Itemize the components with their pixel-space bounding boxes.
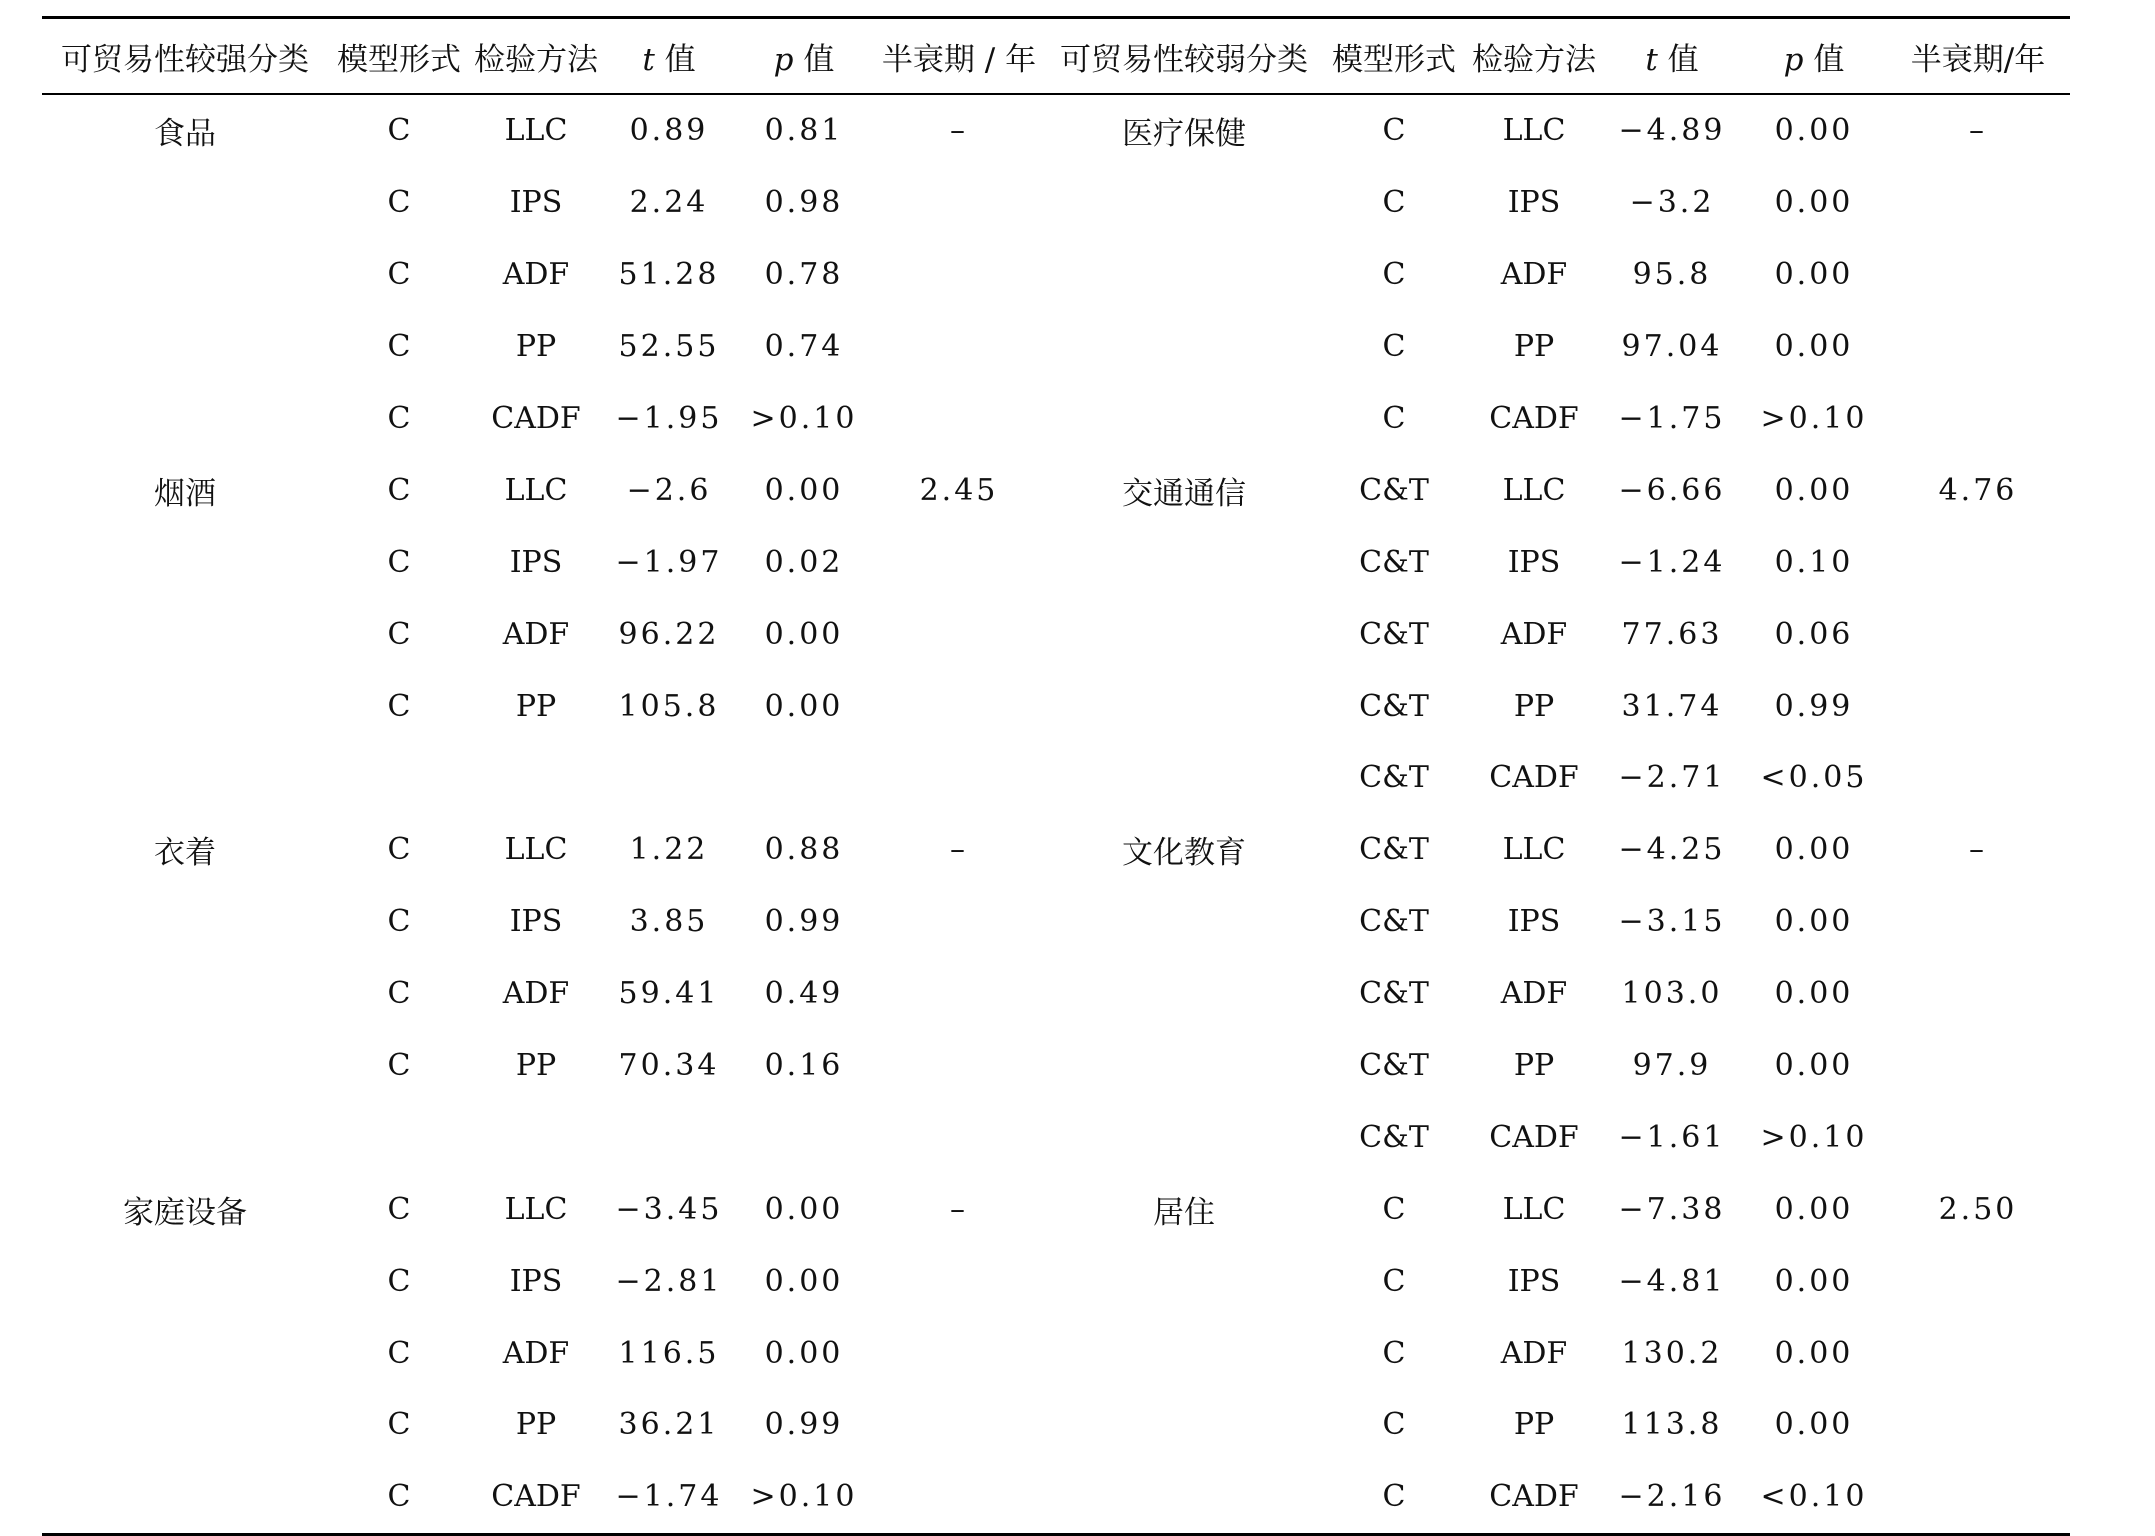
header-t-suffix: 值: [654, 41, 696, 78]
table-row: [42, 1461, 2070, 1534]
test-method-cell-2: CADF: [1489, 760, 1579, 796]
p-value-cell-2: <0.10: [1760, 1479, 1868, 1515]
model-form-cell: C: [387, 832, 411, 868]
t-value-cell-2: −3.2: [1629, 185, 1715, 221]
p-value-cell: 0.00: [764, 1191, 844, 1227]
weak-category-cell: [1046, 1389, 1322, 1461]
p-value-cell: [736, 742, 872, 814]
table-row: [42, 1389, 2070, 1461]
weak-category-cell: [1046, 1101, 1322, 1173]
test-method-cell-2: CADF: [1489, 1119, 1579, 1155]
strong-category-cell: [42, 383, 328, 455]
t-value-cell-2: 77.63: [1621, 616, 1723, 652]
test-method-cell-2: IPS: [1507, 1263, 1561, 1299]
weak-category-cell: [1046, 311, 1322, 383]
strong-category-cell: [42, 1030, 328, 1102]
t-value-cell-2: −4.81: [1618, 1263, 1726, 1299]
half-life-cell: [872, 239, 1046, 311]
model-form-cell-2: C&T: [1359, 904, 1429, 940]
header-test-method: 检验方法: [474, 41, 598, 78]
p-value-cell: 0.16: [764, 1048, 844, 1084]
table-row: [42, 1030, 2070, 1102]
strong-category-cell: [42, 1101, 328, 1173]
header-t-symbol: t: [642, 41, 655, 78]
test-method-cell-2: IPS: [1507, 904, 1561, 940]
table-row: [42, 1317, 2070, 1389]
t-value-cell: [602, 742, 736, 814]
half-life-cell-2: [1886, 1245, 2070, 1317]
test-method-cell-2: IPS: [1507, 185, 1561, 221]
t-value-cell: 96.22: [618, 616, 720, 652]
model-form-cell-2: C: [1382, 329, 1406, 365]
header-weak-category: 可贸易性较弱分类: [1060, 41, 1308, 78]
t-value-cell: 105.8: [618, 688, 720, 724]
strong-category-cell: [42, 1245, 328, 1317]
model-form-cell: C: [387, 472, 411, 508]
t-value-cell-2: −7.38: [1618, 1191, 1726, 1227]
weak-category-cell: 交通通信: [1122, 475, 1246, 512]
header-p-suffix-2: 值: [1803, 41, 1845, 78]
test-method-cell: PP: [515, 1407, 557, 1443]
p-value-cell: 0.00: [764, 472, 844, 508]
test-method-cell-2: ADF: [1500, 1335, 1568, 1371]
weak-category-cell: [1046, 1317, 1322, 1389]
table-row: [42, 526, 2070, 598]
results-table: [42, 16, 2070, 1536]
t-value-cell-2: 31.74: [1621, 688, 1723, 724]
half-life-cell: [872, 742, 1046, 814]
half-life-cell: [872, 1461, 1046, 1534]
weak-category-cell: 医疗保健: [1122, 116, 1246, 153]
model-form-cell: [328, 1101, 470, 1173]
t-value-cell-2: 113.8: [1621, 1407, 1723, 1443]
half-life-cell-2: [1886, 526, 2070, 598]
t-value-cell-2: 95.8: [1632, 257, 1712, 293]
p-value-cell-2: >0.10: [1760, 401, 1868, 436]
p-value-cell-2: >0.10: [1760, 1119, 1868, 1155]
half-life-cell-2: [1886, 742, 2070, 814]
test-method-cell: IPS: [509, 185, 563, 221]
weak-category-cell: [1046, 1030, 1322, 1102]
test-method-cell-2: CADF: [1489, 1479, 1579, 1515]
p-value-cell-2: 0.00: [1774, 329, 1854, 365]
t-value-cell-2: −3.15: [1618, 904, 1726, 940]
t-value-cell: 3.85: [629, 904, 709, 940]
half-life-cell: 2.45: [919, 472, 999, 508]
test-method-cell: LLC: [504, 472, 568, 508]
header-t-value-2: [1602, 18, 1742, 95]
header-row: [42, 18, 2070, 95]
half-life-cell: [872, 1389, 1046, 1461]
t-value-cell: [602, 1101, 736, 1173]
test-method-cell: LLC: [504, 1191, 568, 1227]
half-life-cell: [872, 886, 1046, 958]
test-method-cell: PP: [515, 329, 557, 365]
model-form-cell-2: C&T: [1359, 472, 1429, 508]
table-row: [42, 742, 2070, 814]
test-method-cell-2: LLC: [1502, 113, 1566, 149]
p-value-cell-2: 0.00: [1774, 832, 1854, 868]
t-value-cell: 116.5: [618, 1335, 720, 1371]
half-life-cell: [872, 526, 1046, 598]
t-value-cell-2: 97.04: [1621, 329, 1723, 365]
table-row: [42, 311, 2070, 383]
table-row: [42, 886, 2070, 958]
p-value-cell: 0.88: [764, 832, 844, 868]
strong-category-cell: [42, 167, 328, 239]
t-value-cell-2: 97.9: [1632, 1048, 1712, 1084]
p-value-cell-2: 0.00: [1774, 113, 1854, 149]
p-value-cell-2: 0.00: [1774, 1048, 1854, 1084]
test-method-cell-2: PP: [1513, 1048, 1555, 1084]
header-p-suffix: 值: [793, 41, 835, 78]
t-value-cell-2: 103.0: [1621, 976, 1723, 1012]
test-method-cell: PP: [515, 1048, 557, 1084]
header-p-value: [736, 18, 872, 95]
table-row: [42, 958, 2070, 1030]
strong-category-cell: 食品: [154, 116, 216, 153]
header-p-value-2: [1742, 18, 1886, 95]
strong-category-cell: [42, 1389, 328, 1461]
model-form-cell-2: C: [1382, 1335, 1406, 1371]
t-value-cell: −1.95: [615, 401, 723, 436]
test-method-cell: IPS: [509, 1263, 563, 1299]
t-value-cell-2: −2.16: [1618, 1479, 1726, 1515]
table-row: [42, 1245, 2070, 1317]
p-value-cell-2: 0.00: [1774, 1191, 1854, 1227]
t-value-cell-2: −2.71: [1618, 760, 1726, 796]
test-method-cell-2: PP: [1513, 1407, 1555, 1443]
p-value-cell: 0.02: [764, 544, 844, 580]
p-value-cell-2: 0.00: [1774, 1263, 1854, 1299]
half-life-cell-2: [1886, 1101, 2070, 1173]
table-row: [42, 814, 2070, 886]
model-form-cell: C: [387, 257, 411, 293]
strong-category-cell: [42, 886, 328, 958]
test-method-cell: LLC: [504, 113, 568, 149]
header-model-form-2: 模型形式: [1332, 41, 1456, 78]
test-method-cell-2: PP: [1513, 329, 1555, 365]
table-row: [42, 1173, 2070, 1245]
model-form-cell: C: [387, 1263, 411, 1299]
model-form-cell-2: C&T: [1359, 976, 1429, 1012]
table-body: [42, 94, 2070, 1534]
half-life-cell: –: [950, 113, 968, 149]
model-form-cell-2: C: [1382, 1263, 1406, 1299]
t-value-cell-2: 130.2: [1621, 1335, 1723, 1371]
test-method-cell-2: ADF: [1500, 257, 1568, 293]
model-form-cell-2: C&T: [1359, 760, 1429, 796]
test-method-cell: CADF: [491, 401, 581, 436]
half-life-cell: –: [950, 1191, 968, 1227]
p-value-cell: 0.99: [764, 904, 844, 940]
header-t-value: [602, 18, 736, 95]
unit-root-test-table: [42, 16, 2070, 1536]
header-p-symbol-2: p: [1783, 41, 1804, 78]
model-form-cell: C: [387, 401, 411, 436]
half-life-cell: [872, 670, 1046, 742]
test-method-cell-2: ADF: [1500, 616, 1568, 652]
model-form-cell-2: C&T: [1359, 616, 1429, 652]
model-form-cell-2: C: [1382, 185, 1406, 221]
p-value-cell: 0.00: [764, 1335, 844, 1371]
model-form-cell-2: C: [1382, 1407, 1406, 1443]
t-value-cell: 52.55: [618, 329, 720, 365]
test-method-cell: [470, 742, 602, 814]
test-method-cell: PP: [515, 688, 557, 724]
model-form-cell-2: C: [1382, 257, 1406, 293]
model-form-cell: C: [387, 185, 411, 221]
model-form-cell: C: [387, 113, 411, 149]
strong-category-cell: [42, 1461, 328, 1534]
t-value-cell-2: −1.75: [1618, 401, 1726, 436]
model-form-cell: C: [387, 616, 411, 652]
t-value-cell: −2.6: [626, 472, 712, 508]
strong-category-cell: [42, 598, 328, 670]
p-value-cell: [736, 1101, 872, 1173]
strong-category-cell: 衣着: [154, 835, 216, 872]
half-life-cell-2: [1886, 1030, 2070, 1102]
p-value-cell: 0.00: [764, 688, 844, 724]
test-method-cell: CADF: [491, 1479, 581, 1515]
strong-category-cell: [42, 239, 328, 311]
test-method-cell-2: LLC: [1502, 472, 1566, 508]
test-method-cell-2: LLC: [1502, 1191, 1566, 1227]
p-value-cell-2: 0.10: [1774, 544, 1854, 580]
p-value-cell: 0.00: [764, 616, 844, 652]
p-value-cell-2: 0.06: [1774, 616, 1854, 652]
model-form-cell-2: C&T: [1359, 1119, 1429, 1155]
t-value-cell: −1.74: [615, 1479, 723, 1515]
half-life-cell: [872, 1317, 1046, 1389]
header-strong-category: 可贸易性较强分类: [61, 41, 309, 78]
test-method-cell-2: PP: [1513, 688, 1555, 724]
t-value-cell-2: −4.25: [1618, 832, 1726, 868]
test-method-cell: LLC: [504, 832, 568, 868]
half-life-cell: [872, 311, 1046, 383]
table-row: [42, 239, 2070, 311]
half-life-cell: –: [950, 832, 968, 868]
header-model-form: 模型形式: [337, 41, 461, 78]
model-form-cell: C: [387, 1335, 411, 1371]
p-value-cell-2: 0.99: [1774, 688, 1854, 724]
test-method-cell: ADF: [502, 976, 570, 1012]
test-method-cell: IPS: [509, 544, 563, 580]
header-t-symbol-2: t: [1645, 41, 1658, 78]
test-method-cell: [470, 1101, 602, 1173]
t-value-cell: 36.21: [618, 1407, 720, 1443]
test-method-cell-2: ADF: [1500, 976, 1568, 1012]
weak-category-cell: [1046, 598, 1322, 670]
weak-category-cell: 居住: [1153, 1194, 1215, 1231]
t-value-cell: −3.45: [615, 1191, 723, 1227]
strong-category-cell: [42, 1317, 328, 1389]
half-life-cell: [872, 167, 1046, 239]
t-value-cell-2: −6.66: [1618, 472, 1726, 508]
p-value-cell-2: <0.05: [1760, 760, 1868, 796]
half-life-cell-2: [1886, 958, 2070, 1030]
p-value-cell-2: 0.00: [1774, 472, 1854, 508]
p-value-cell-2: 0.00: [1774, 904, 1854, 940]
half-life-cell-2: –: [1969, 113, 1987, 149]
t-value-cell-2: −1.24: [1618, 544, 1726, 580]
t-value-cell: 0.89: [629, 113, 709, 149]
strong-category-cell: 烟酒: [154, 475, 216, 512]
model-form-cell-2: C: [1382, 1479, 1406, 1515]
model-form-cell: C: [387, 1479, 411, 1515]
table-row: [42, 94, 2070, 167]
strong-category-cell: [42, 526, 328, 598]
weak-category-cell: [1046, 167, 1322, 239]
t-value-cell: 51.28: [618, 257, 720, 293]
model-form-cell-2: C&T: [1359, 544, 1429, 580]
half-life-cell-2: [1886, 383, 2070, 455]
test-method-cell: ADF: [502, 616, 570, 652]
strong-category-cell: 家庭设备: [123, 1194, 247, 1231]
half-life-cell-2: [1886, 239, 2070, 311]
half-life-cell: [872, 383, 1046, 455]
half-life-cell-2: [1886, 598, 2070, 670]
half-life-cell-2: [1886, 1461, 2070, 1534]
weak-category-cell: 文化教育: [1122, 835, 1246, 872]
t-value-cell: −2.81: [615, 1263, 723, 1299]
strong-category-cell: [42, 311, 328, 383]
p-value-cell: 0.98: [764, 185, 844, 221]
weak-category-cell: [1046, 886, 1322, 958]
table-row: [42, 1101, 2070, 1173]
model-form-cell-2: C: [1382, 113, 1406, 149]
t-value-cell: 70.34: [618, 1048, 720, 1084]
weak-category-cell: [1046, 1245, 1322, 1317]
half-life-cell-2: [1886, 311, 2070, 383]
half-life-cell-2: [1886, 886, 2070, 958]
test-method-cell: ADF: [502, 257, 570, 293]
table-row: [42, 670, 2070, 742]
p-value-cell-2: 0.00: [1774, 976, 1854, 1012]
p-value-cell-2: 0.00: [1774, 1407, 1854, 1443]
p-value-cell: 0.78: [764, 257, 844, 293]
table-row: [42, 454, 2070, 526]
half-life-cell-2: [1886, 167, 2070, 239]
model-form-cell: C: [387, 904, 411, 940]
weak-category-cell: [1046, 742, 1322, 814]
p-value-cell: 0.49: [764, 976, 844, 1012]
half-life-cell-2: [1886, 670, 2070, 742]
half-life-cell-2: 4.76: [1938, 472, 2018, 508]
test-method-cell-2: CADF: [1489, 401, 1579, 436]
table-row: [42, 167, 2070, 239]
p-value-cell: 0.00: [764, 1263, 844, 1299]
p-value-cell: 0.81: [764, 113, 844, 149]
strong-category-cell: [42, 742, 328, 814]
half-life-cell: [872, 1245, 1046, 1317]
half-life-cell-2: [1886, 1317, 2070, 1389]
weak-category-cell: [1046, 239, 1322, 311]
half-life-cell: [872, 958, 1046, 1030]
half-life-cell-2: –: [1969, 832, 1987, 868]
model-form-cell: C: [387, 329, 411, 365]
p-value-cell: >0.10: [750, 401, 858, 436]
model-form-cell: C: [387, 1407, 411, 1443]
half-life-cell: [872, 1030, 1046, 1102]
header-t-suffix-2: 值: [1657, 41, 1699, 78]
test-method-cell-2: LLC: [1502, 832, 1566, 868]
weak-category-cell: [1046, 526, 1322, 598]
model-form-cell-2: C&T: [1359, 688, 1429, 724]
model-form-cell: C: [387, 544, 411, 580]
t-value-cell: 1.22: [629, 832, 709, 868]
t-value-cell-2: −1.61: [1618, 1119, 1726, 1155]
weak-category-cell: [1046, 383, 1322, 455]
header-half-life-2: 半衰期/年: [1910, 41, 2046, 78]
weak-category-cell: [1046, 670, 1322, 742]
model-form-cell: C: [387, 1048, 411, 1084]
model-form-cell-2: C: [1382, 1191, 1406, 1227]
model-form-cell: C: [387, 688, 411, 724]
strong-category-cell: [42, 958, 328, 1030]
half-life-cell-2: 2.50: [1938, 1191, 2018, 1227]
model-form-cell: C: [387, 1191, 411, 1227]
t-value-cell-2: −4.89: [1618, 113, 1726, 149]
weak-category-cell: [1046, 1461, 1322, 1534]
p-value-cell: 0.99: [764, 1407, 844, 1443]
p-value-cell: 0.74: [764, 329, 844, 365]
p-value-cell-2: 0.00: [1774, 1335, 1854, 1371]
t-value-cell: 2.24: [629, 185, 709, 221]
header-half-life: 半衰期 / 年: [881, 41, 1037, 78]
model-form-cell: [328, 742, 470, 814]
model-form-cell: C: [387, 976, 411, 1012]
p-value-cell-2: 0.00: [1774, 257, 1854, 293]
test-method-cell: IPS: [509, 904, 563, 940]
p-value-cell: >0.10: [750, 1479, 858, 1515]
model-form-cell-2: C: [1382, 401, 1406, 436]
table-row: [42, 598, 2070, 670]
table-row: [42, 383, 2070, 455]
model-form-cell-2: C&T: [1359, 832, 1429, 868]
header-test-method-2: 检验方法: [1472, 41, 1596, 78]
half-life-cell: [872, 1101, 1046, 1173]
test-method-cell-2: IPS: [1507, 544, 1561, 580]
weak-category-cell: [1046, 958, 1322, 1030]
t-value-cell: 59.41: [618, 976, 720, 1012]
strong-category-cell: [42, 670, 328, 742]
test-method-cell: ADF: [502, 1335, 570, 1371]
half-life-cell: [872, 598, 1046, 670]
half-life-cell-2: [1886, 1389, 2070, 1461]
model-form-cell-2: C&T: [1359, 1048, 1429, 1084]
header-p-symbol: p: [773, 41, 794, 78]
t-value-cell: −1.97: [615, 544, 723, 580]
p-value-cell-2: 0.00: [1774, 185, 1854, 221]
